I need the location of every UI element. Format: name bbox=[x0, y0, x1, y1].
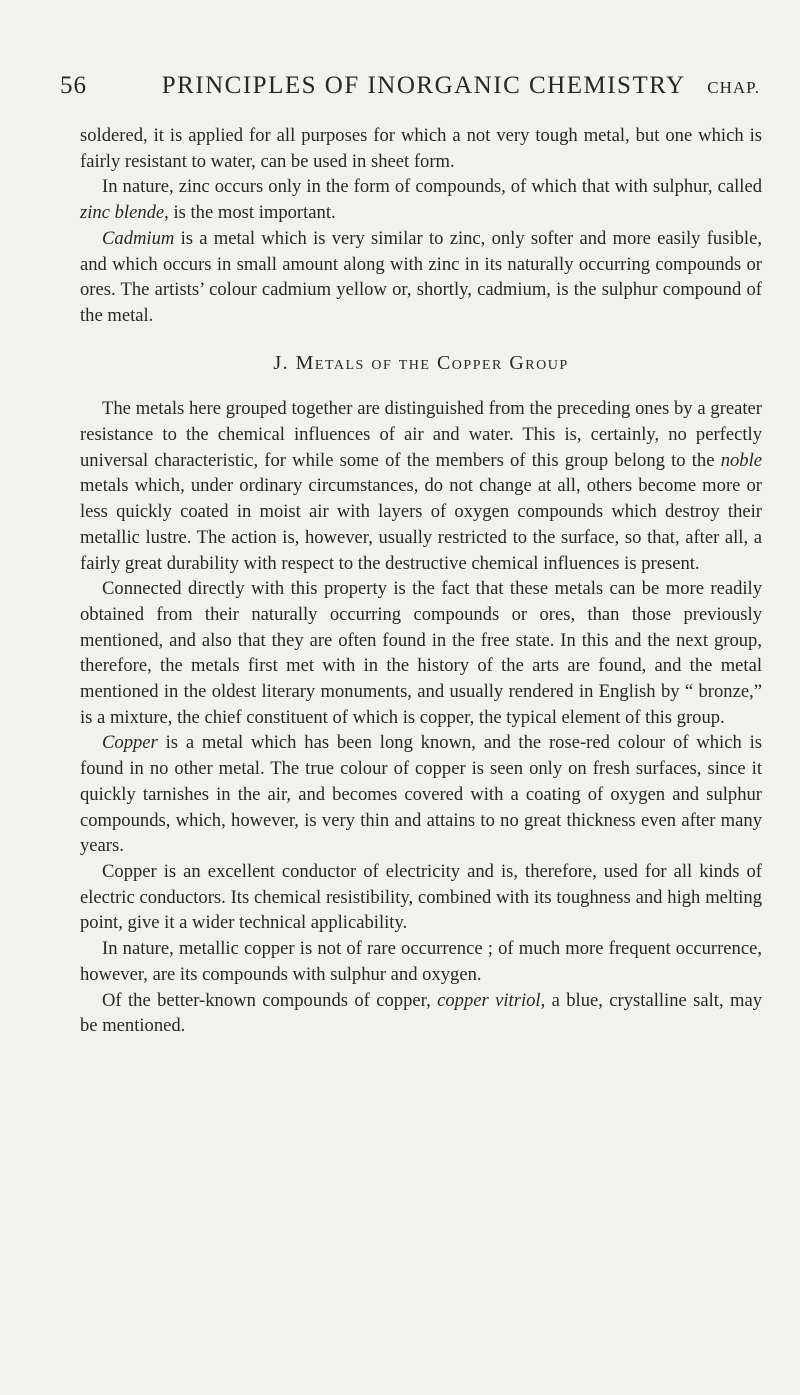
paragraph-5 bbox=[80, 576, 762, 730]
paragraph-3 bbox=[80, 226, 762, 329]
paragraph-9-emphasis: copper vitriol bbox=[437, 989, 541, 1011]
paragraph-7-text: Copper is an excellent conductor of electricity and is, therefore, used for all kinds of electric conductors. Its chemical resistibility, combined with its toughness and high melting point, give it a wider technical applicability. bbox=[80, 860, 762, 934]
paragraph-4-text-b: metals which, under ordinary circumstances, do not change at all, others become more or less quickly coated in moist air with layers of oxygen compounds which destroy their metallic lustre. The action is, however, usually restricted to the surface, so that, after all, a fairly great durability with respect to the destructive chemical influences is present. bbox=[80, 475, 762, 574]
paragraph-8-text: In nature, metallic copper is not of rare occurrence ; of much more frequent occurrence, however, are its compounds with sulphur and oxygen. bbox=[80, 938, 762, 985]
running-title: PRINCIPLES OF INORGANIC CHEMISTRY bbox=[161, 72, 686, 99]
paragraph-8 bbox=[80, 936, 762, 987]
paragraph-5-text: Connected directly with this property is the fact that these metals can be more readily obtained from their naturally occurring compounds or ores, than those previously mentioned, and also that they are often found in the free state. In this and the next group, therefore, the metals first met with in the history of the arts are found, and the metal mentioned in the oldest literary monuments, and usually rendered in English by “ bronze,” is a mixture, the chief constituent of which is copper, the typical element of this group. bbox=[80, 578, 762, 728]
running-header bbox=[60, 72, 760, 100]
page-body bbox=[80, 123, 762, 1039]
page-number: 56 bbox=[60, 72, 87, 99]
paragraph-2 bbox=[80, 174, 762, 225]
paragraph-9-text-a: Of the better-known compounds of copper, bbox=[102, 989, 438, 1011]
paragraph-7 bbox=[80, 859, 762, 936]
paragraph-3-emphasis: Cadmium bbox=[102, 227, 175, 249]
paragraph-2-text-b: , is the most important. bbox=[164, 202, 336, 224]
paragraph-4-text-a: The metals here grouped together are distinguished from the preceding ones by a greater resistance to the chemical influences of air and water. This is, certainly, no perfectly universal characteristic, for while some of the members of this group belong to the bbox=[80, 398, 762, 471]
paragraph-3-text: is a metal which is very similar to zinc, only softer and more easily fusible, and which occurs in small amount along with zinc in its naturally occurring compounds or ores. The artists’ colour cadmium yellow or, shortly, cadmium, is the sulphur compound of the metal. bbox=[80, 227, 762, 326]
paragraph-4-emphasis: noble bbox=[720, 449, 762, 471]
paragraph-6-text: is a metal which has been long known, and the rose-red colour of which is found in no other metal. The true colour of copper is seen only on fresh surfaces, since it quickly tarnishes in the air, and becomes covered with a coating of oxygen and sulphur compounds, which, however, is very thin and attains to no great thickness even after many years. bbox=[80, 732, 762, 857]
chapter-abbrev: CHAP. bbox=[707, 78, 760, 97]
paragraph-9-text-b: , a blue, crystalline salt, may be mentioned. bbox=[80, 989, 763, 1037]
section-heading: J. Metals of the Copper Group bbox=[273, 351, 569, 374]
paragraph-2-emphasis: zinc blende bbox=[80, 202, 165, 224]
paragraph-9 bbox=[80, 988, 762, 1039]
paragraph-1 bbox=[80, 123, 762, 174]
paragraph-6 bbox=[80, 730, 762, 859]
paragraph-2-text-a: In nature, zinc occurs only in the form of compounds, of which that with sulphur, called bbox=[102, 176, 762, 198]
paragraph-4 bbox=[80, 396, 762, 576]
paragraph-6-emphasis: Copper bbox=[102, 732, 158, 754]
paragraph-1-text: soldered, it is applied for all purposes for which a not very tough metal, but one which is fairly resistant to water, can be used in sheet form. bbox=[80, 125, 762, 172]
